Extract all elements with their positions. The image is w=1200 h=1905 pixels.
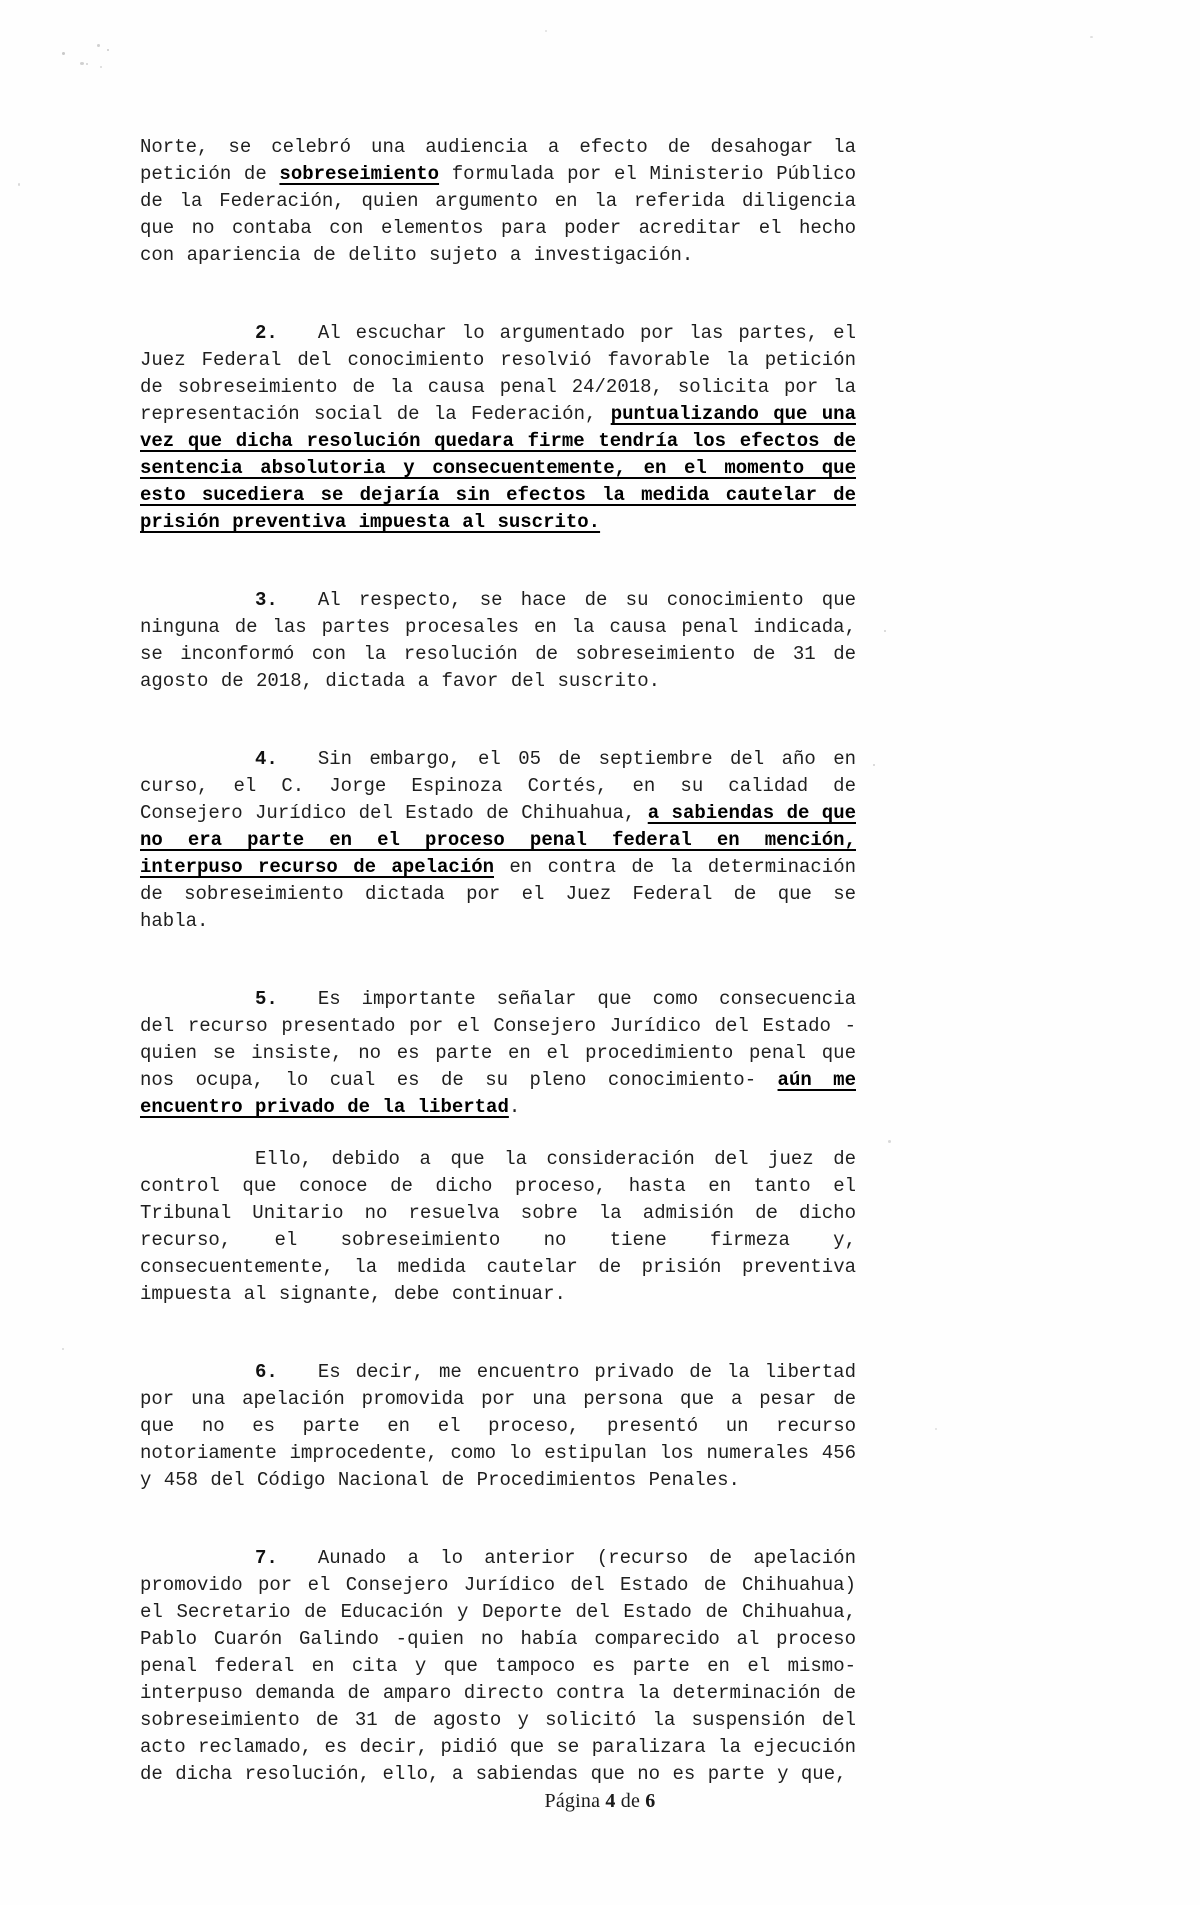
paragraph-number: 7. bbox=[255, 1547, 278, 1569]
paragraph-number: 6. bbox=[255, 1361, 278, 1383]
body-text: Norte, se celebró una audiencia a efecto de desahogar la petición de bbox=[140, 136, 856, 185]
paragraph-4 bbox=[140, 746, 856, 935]
paragraph-2 bbox=[140, 320, 856, 536]
scan-speck bbox=[62, 1348, 64, 1350]
scan-speck bbox=[935, 1428, 937, 1430]
footer-separator: de bbox=[620, 1790, 641, 1812]
body-text: Ello, debido a que la consideración del juez de control que conoce de dicho proceso, hasta en tanto el Tribunal Unitario no resuelva sobre la admisión de dicho recurso, el sobreseimiento no tiene firmeza y, consecuentemente, la medida cautelar de prisión preventiva impuesta al signante, debe continuar. bbox=[140, 1148, 856, 1305]
scan-speck bbox=[80, 62, 84, 65]
scan-speck bbox=[873, 764, 875, 766]
footer-total-pages: 6 bbox=[645, 1790, 656, 1812]
body-text: Sin embargo, el 05 de septiembre del año en curso, el C. Jorge Espinoza Cortés, en su calidad de Consejero Jurídico del Estado de Chihuahua, bbox=[140, 748, 856, 824]
scan-speck bbox=[884, 630, 886, 632]
paragraph-number: 5. bbox=[255, 988, 278, 1010]
paragraph-5-continuation bbox=[140, 1146, 856, 1308]
body-text: . bbox=[508, 1096, 521, 1118]
body-text: Es decir, me encuentro privado de la libertad por una apelación promovida por una persona que a pesar de que no es parte en el proceso, presentó un recurso notoriamente improcedente, como lo estipulan los numerales 456 y 458 del Código Nacional de Procedimientos Penales. bbox=[140, 1361, 856, 1491]
emphasized-text: puntualizando que una vez que dicha resolución quedara firme tendría los efectos de sentencia absolutoria y consecuentemente, en el momento que esto sucediera se dejaría sin efectos la medida cautelar de prisión preventiva impuesta al suscrito. bbox=[140, 403, 856, 533]
scan-speck bbox=[86, 63, 88, 65]
body-text: formulada por el Ministerio Público de la Federación, quien argumento en la referida diligencia que no contaba con elementos para poder acreditar el hecho con apariencia de delito sujeto a investigación. bbox=[140, 163, 857, 266]
scan-speck bbox=[18, 183, 20, 186]
emphasized-text: aún me encuentro privado de la libertad bbox=[140, 1069, 856, 1118]
scan-speck bbox=[107, 49, 109, 51]
paragraph-number: 2. bbox=[255, 322, 278, 344]
scan-speck bbox=[62, 52, 65, 55]
document-body bbox=[140, 134, 856, 1839]
emphasized-text: a sabiendas de que no era parte en el proceso penal federal en mención, interpuso recurso de apelación bbox=[140, 802, 856, 878]
emphasized-text: sobreseimiento bbox=[279, 163, 440, 185]
body-text: Al escuchar lo argumentado por las partes, el Juez Federal del conocimiento resolvió favorable la petición de sobreseimiento de la causa penal 24/2018, solicita por la representación social de la Federación, bbox=[140, 322, 856, 425]
scan-speck bbox=[888, 1140, 891, 1143]
page-footer bbox=[0, 1790, 1200, 1813]
body-text: en contra de la determinación de sobreseimiento dictada por el Juez Federal de que se habla. bbox=[140, 856, 856, 932]
scan-speck bbox=[1090, 36, 1093, 38]
paragraph-7 bbox=[140, 1545, 856, 1788]
paragraph-6 bbox=[140, 1359, 856, 1494]
paragraph-3 bbox=[140, 587, 856, 695]
paragraph-number: 4. bbox=[255, 748, 278, 770]
paragraph-continuation bbox=[140, 134, 856, 269]
footer-label: Página bbox=[544, 1790, 601, 1812]
body-text: Es importante señalar que como consecuencia del recurso presentado por el Consejero Jurídico del Estado -quien se insiste, no es parte en el procedimiento penal que nos ocupa, lo cual es de su pleno conocimiento- bbox=[140, 988, 856, 1091]
scan-speck bbox=[100, 66, 102, 68]
paragraph-5 bbox=[140, 986, 856, 1121]
scan-speck bbox=[97, 44, 100, 47]
footer-current-page: 4 bbox=[605, 1790, 616, 1812]
body-text: Aunado a lo anterior (recurso de apelación promovido por el Consejero Jurídico del Estado de Chihuahua) el Secretario de Educación y Deporte del Estado de Chihuahua, Pablo Cuarón Galindo -quien no había comparecido al proceso penal federal en cita y que tampoco es parte en el mismo- interpuso demanda de amparo directo contra la determinación de sobreseimiento de 31 de agosto y solicitó la suspensión del acto reclamado, es decir, pidió que se paralizara la ejecución de dicha resolución, ello, a sabiendas que no es parte y que, bbox=[140, 1547, 856, 1785]
scan-speck bbox=[545, 30, 547, 32]
body-text: Al respecto, se hace de su conocimiento que ninguna de las partes procesales en la causa penal indicada, se inconformó con la resolución de sobreseimiento de 31 de agosto de 2018, dictada a favor del suscrito. bbox=[140, 589, 856, 692]
paragraph-number: 3. bbox=[255, 589, 278, 611]
